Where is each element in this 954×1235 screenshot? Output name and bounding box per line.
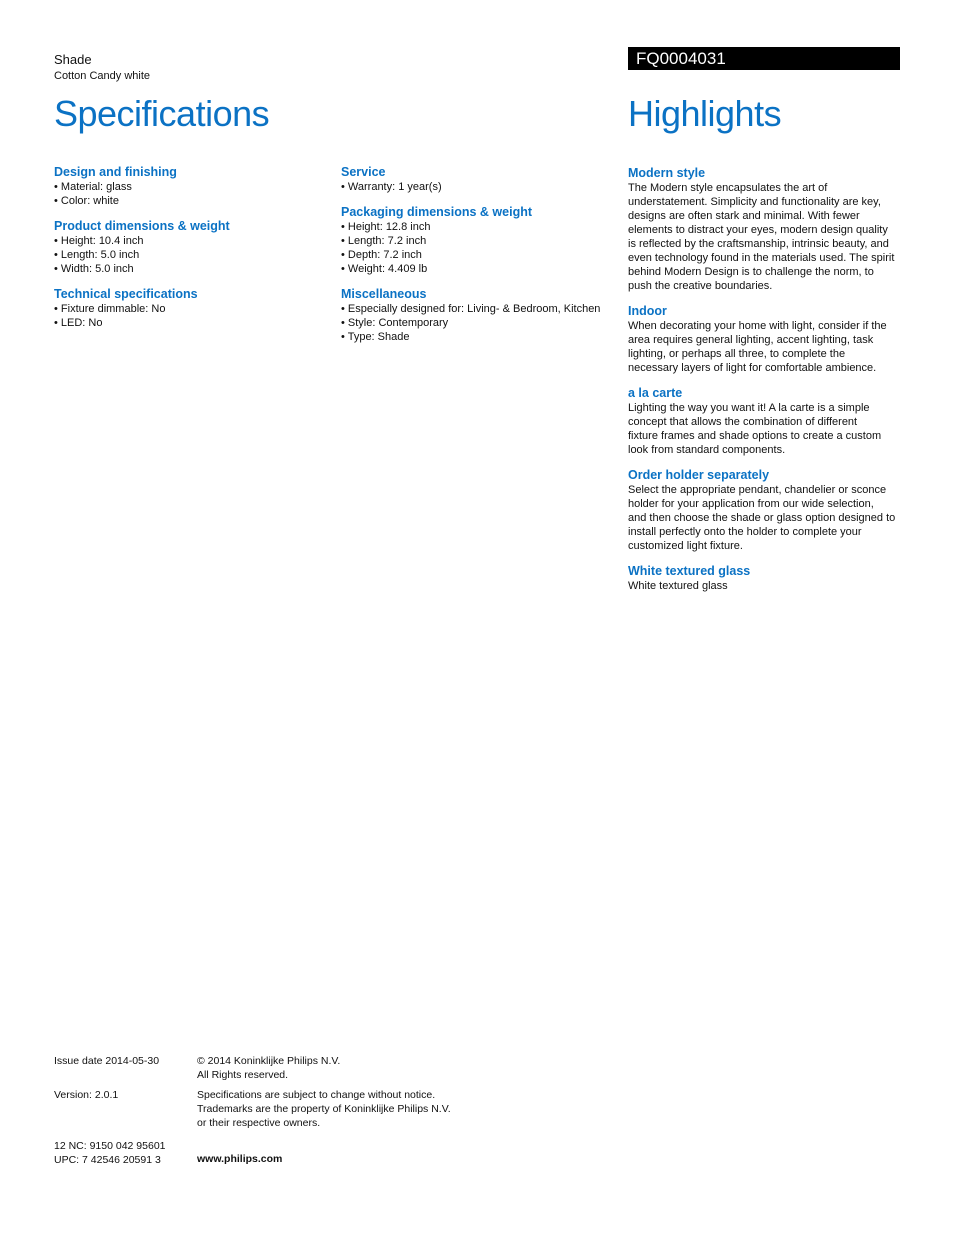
spec-item: • Fixture dimmable: No xyxy=(54,303,166,315)
product-code: FQ0004031 xyxy=(636,49,726,68)
copyright-line-2: All Rights reserved. xyxy=(197,1069,289,1081)
nc-number: 12 NC: 9150 042 95601 xyxy=(54,1140,166,1152)
highlights-title: Highlights xyxy=(628,93,782,134)
spec-item: • Style: Contemporary xyxy=(341,317,449,329)
spec-heading: Service xyxy=(341,165,386,179)
spec-heading: Miscellaneous xyxy=(341,287,427,301)
highlight-line: even technology found in the materials used. The spirit xyxy=(628,252,895,264)
version: Version: 2.0.1 xyxy=(54,1089,119,1101)
highlight-line: and then choose the shade or glass option designed to xyxy=(628,512,896,524)
product-code-bar xyxy=(628,47,900,70)
spec-item: • Length: 7.2 inch xyxy=(341,235,427,247)
highlight-line: fixture frames and shade options to create a custom xyxy=(628,430,882,442)
product-name: Shade xyxy=(54,52,92,67)
issue-date: Issue date 2014-05-30 xyxy=(54,1055,160,1067)
copyright-line-1: © 2014 Koninklijke Philips N.V. xyxy=(197,1055,341,1067)
highlight-heading: Modern style xyxy=(628,166,706,180)
notice-line-1: Specifications are subject to change without notice. xyxy=(197,1089,436,1101)
highlight-line: White textured glass xyxy=(628,580,728,592)
highlight-line: area requires general lighting, accent lighting, task xyxy=(628,334,874,346)
specs-column-2 xyxy=(341,164,621,354)
highlight-line: install perfectly onto the holder to complete your xyxy=(628,526,862,538)
spec-item: • Depth: 7.2 inch xyxy=(341,249,422,261)
highlight-line: behind Modern Design is to challenge the norm, to xyxy=(628,266,874,278)
highlight-line: push the creative boundaries. xyxy=(628,280,773,292)
spec-item: • Especially designed for: Living- & Bedroom, Kitchen xyxy=(341,303,601,315)
spec-item: • LED: No xyxy=(54,317,103,329)
highlight-line: Select the appropriate pendant, chandelier or sconce xyxy=(628,484,887,496)
highlight-line: designs are often stark and minimal. With fewer xyxy=(628,210,860,222)
website-link[interactable]: www.philips.com xyxy=(197,1153,283,1165)
spec-item: • Type: Shade xyxy=(341,331,410,343)
spec-item: • Height: 10.4 inch xyxy=(54,235,144,247)
spec-item: • Warranty: 1 year(s) xyxy=(341,181,442,193)
highlight-line: is reflected by the craftsmanship, intrinsic beauty, and xyxy=(628,238,889,250)
spec-item: • Width: 5.0 inch xyxy=(54,263,134,275)
spec-heading: Design and finishing xyxy=(54,165,177,179)
highlight-line: lighting, or perhaps all three, to complete the xyxy=(628,348,846,360)
spec-item: • Weight: 4.409 lb xyxy=(341,263,428,275)
highlight-line: holder for your application from our wide selection, xyxy=(628,498,874,510)
spec-group xyxy=(54,218,324,276)
spec-heading: Product dimensions & weight xyxy=(54,219,230,233)
spec-item: • Height: 12.8 inch xyxy=(341,221,431,233)
spec-heading: Packaging dimensions & weight xyxy=(341,205,533,219)
highlight-heading: White textured glass xyxy=(628,564,751,578)
spec-group xyxy=(341,164,621,194)
highlight-line: When decorating your home with light, consider if the xyxy=(628,320,887,332)
spec-group xyxy=(54,164,324,208)
highlight-section xyxy=(628,563,902,593)
highlight-heading: Indoor xyxy=(628,304,667,318)
notice-line-2: Trademarks are the property of Koninklijke Philips N.V. xyxy=(197,1103,451,1115)
highlight-line: understatement. Simplicity and functionality are key, xyxy=(628,196,881,208)
notice-line-3: or their respective owners. xyxy=(197,1117,321,1129)
highlight-line: Lighting the way you want it! A la carte is a simple xyxy=(628,402,870,414)
product-variant: Cotton Candy white xyxy=(54,70,150,82)
specifications-title: Specifications xyxy=(54,93,270,134)
highlight-line: customized light fixture. xyxy=(628,540,743,552)
highlight-line: look from standard components. xyxy=(628,444,786,456)
highlights-column xyxy=(628,165,902,603)
highlight-heading: Order holder separately xyxy=(628,468,770,482)
upc-number: UPC: 7 42546 20591 3 xyxy=(54,1154,161,1166)
spec-item: • Length: 5.0 inch xyxy=(54,249,140,261)
highlight-line: concept that allows the combination of different xyxy=(628,416,858,428)
specs-column-1 xyxy=(54,164,324,340)
spec-item: • Material: glass xyxy=(54,181,132,193)
spec-group xyxy=(341,204,621,276)
spec-group xyxy=(341,286,621,344)
highlight-section xyxy=(628,303,902,375)
highlight-heading: a la carte xyxy=(628,386,683,400)
highlight-section xyxy=(628,165,902,293)
highlight-section xyxy=(628,385,902,457)
spec-group xyxy=(54,286,324,330)
highlight-section xyxy=(628,467,902,553)
spec-heading: Technical specifications xyxy=(54,287,198,301)
highlight-line: elements to distract your eyes, modern design quality xyxy=(628,224,888,236)
highlight-line: necessary layers of light for comfortable ambience. xyxy=(628,362,877,374)
highlight-line: The Modern style encapsulates the art of xyxy=(628,182,828,194)
spec-item: • Color: white xyxy=(54,195,119,207)
